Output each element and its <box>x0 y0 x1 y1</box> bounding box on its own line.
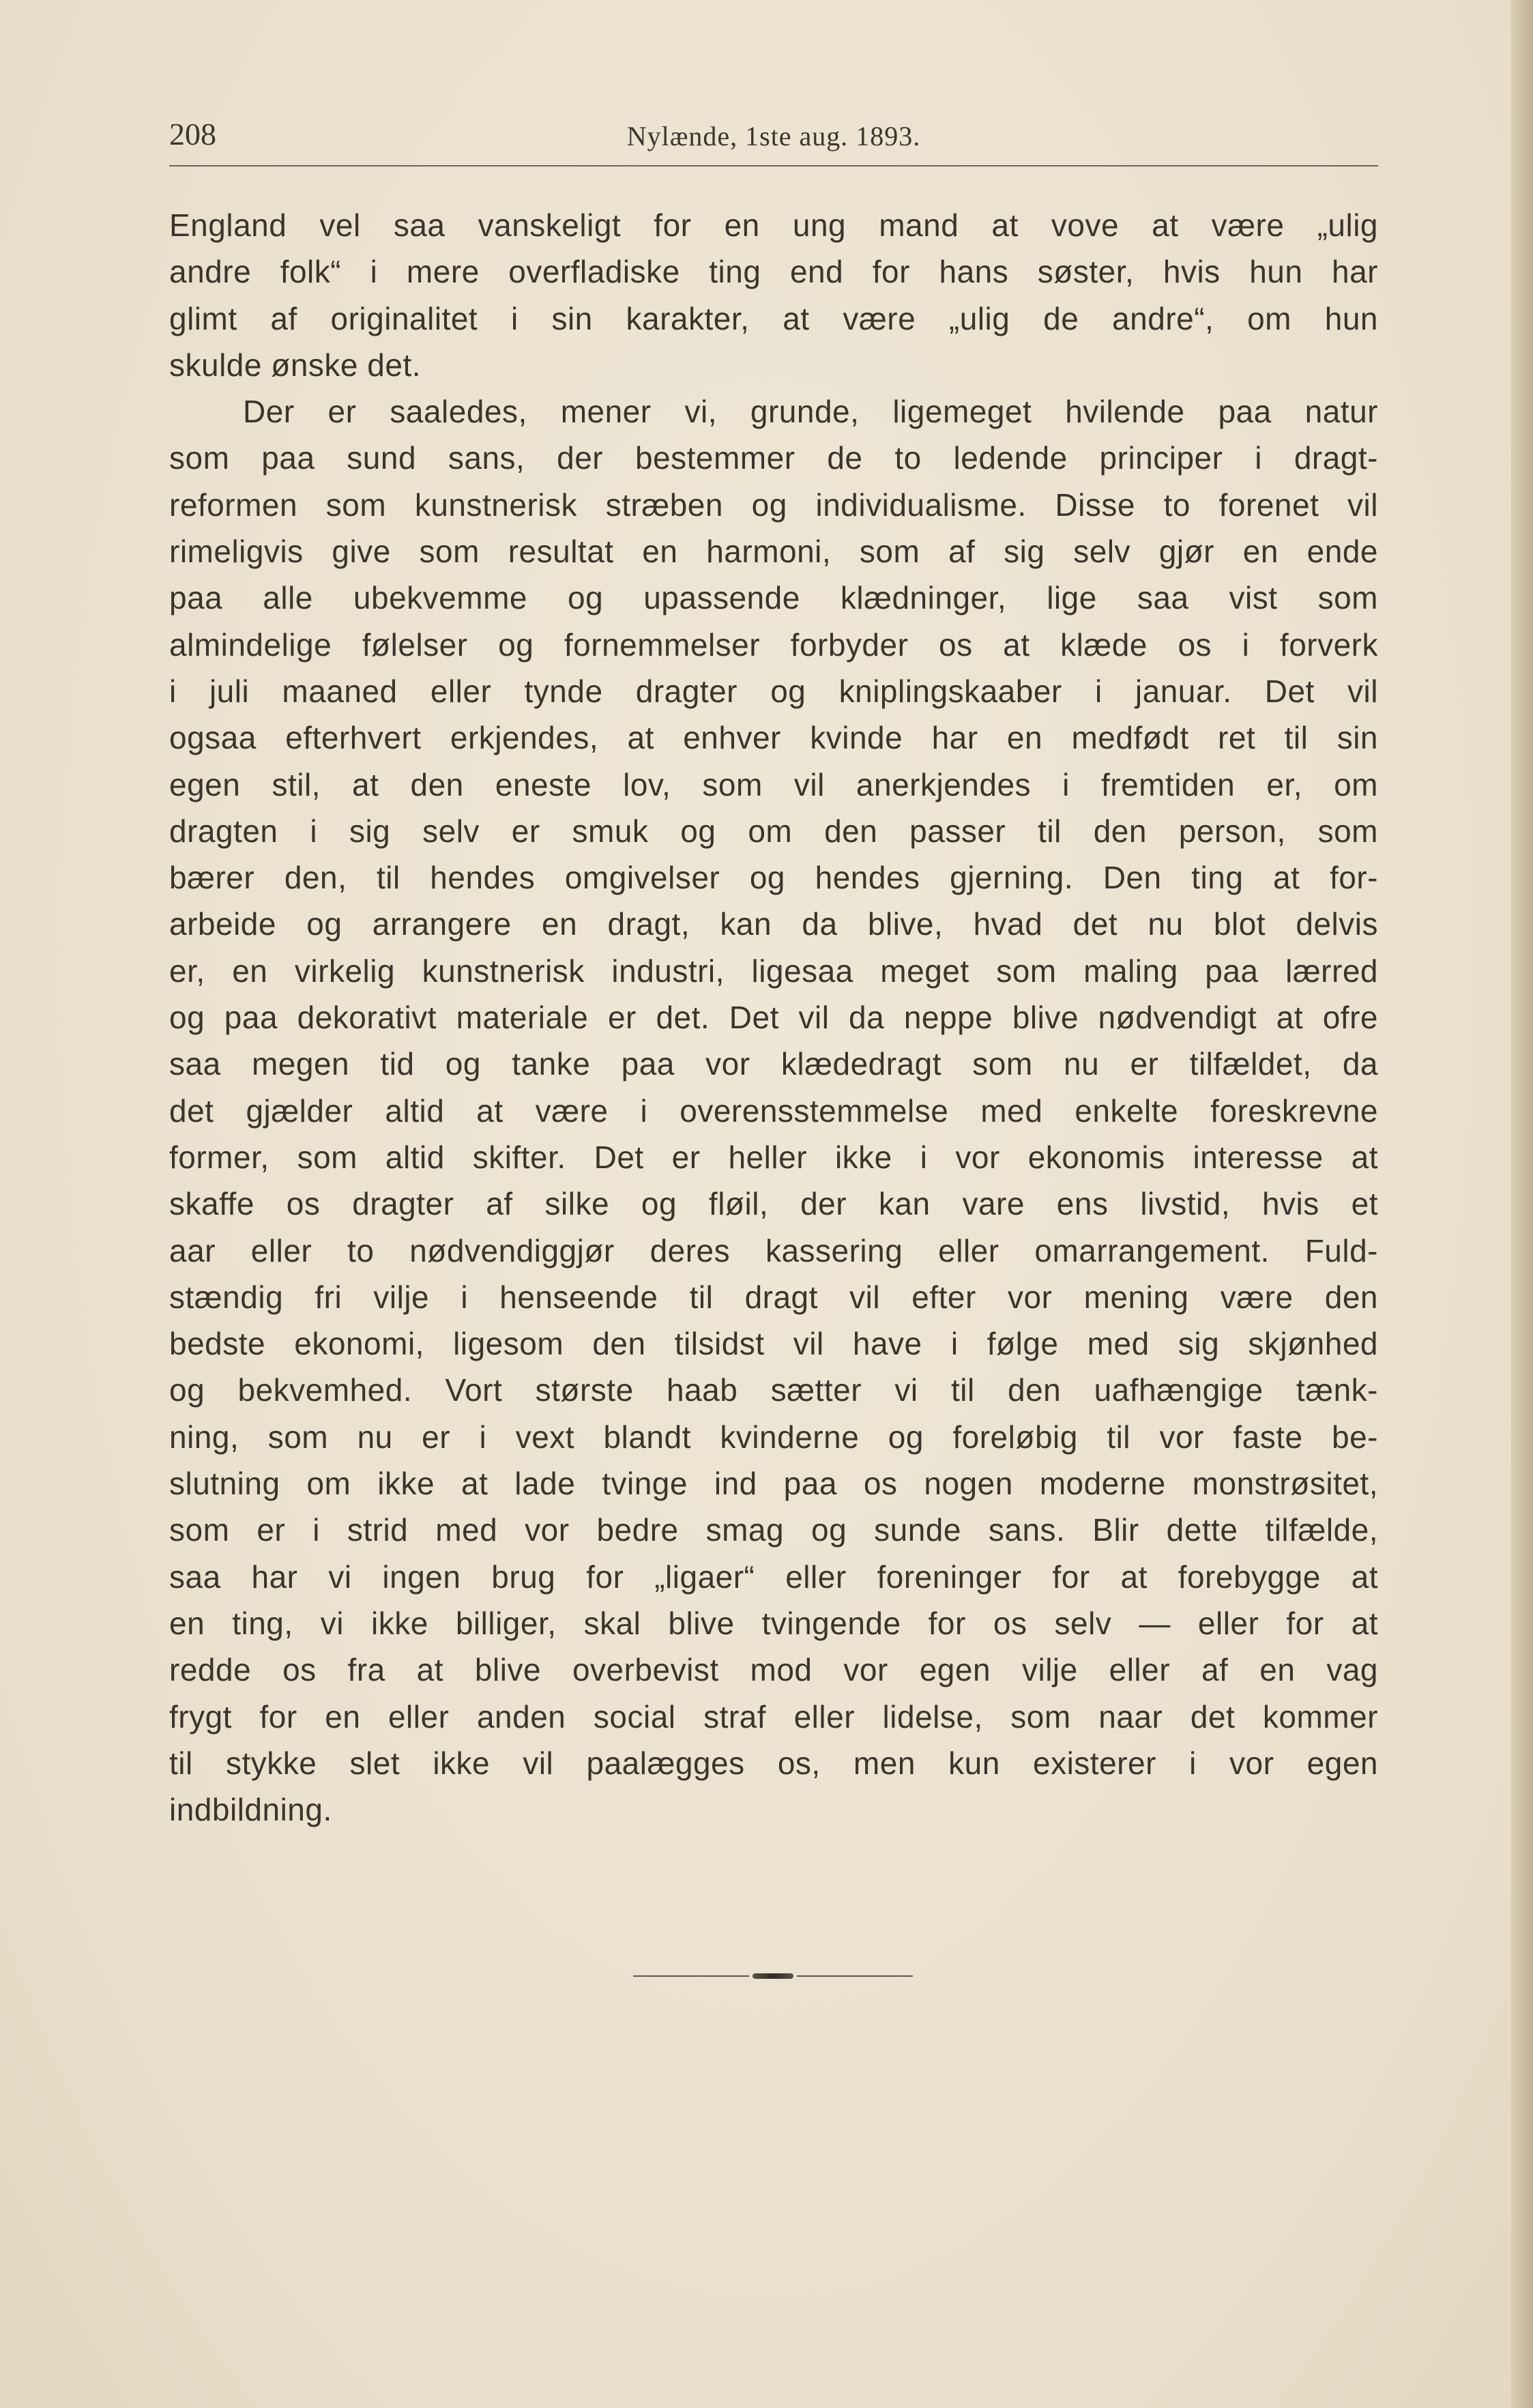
page-header <box>169 116 1378 166</box>
text-line: og paa dekorativt materiale er det. Det vil da neppe blive nødvendigt at ofre <box>169 1000 1378 1036</box>
text-line: bedste ekonomi, ligesom den tilsidst vil have i følge med sig skjønhed <box>169 1326 1378 1362</box>
text-line: skaffe os dragter af silke og fløil, der kan vare ens livstid, hvis et <box>169 1186 1378 1222</box>
text-line: saa har vi ingen brug for „ligaer“ eller foreninger for at forebygge at <box>169 1558 1378 1595</box>
text-line: til stykke slet ikke vil paalægges os, men kun existerer i vor egen <box>169 1745 1378 1781</box>
text-line: det gjælder altid at være i overensstemmelse med enkelte foreskrevne <box>169 1092 1378 1129</box>
text-line: redde os fra at blive overbevist mod vor egen vilje eller af en vag <box>169 1652 1378 1688</box>
text-line: egen stil, at den eneste lov, som vil anerkjendes i fremtiden er, om <box>169 766 1378 802</box>
text-line: arbeide og arrangere en dragt, kan da blive, hvad det nu blot delvis <box>169 906 1378 942</box>
text-line: en ting, vi ikke billiger, skal blive tvingende for os selv — eller for at <box>169 1605 1378 1641</box>
paragraph-end-line: skulde ønske det. <box>169 347 422 383</box>
text-line: andre folk“ i mere overfladiske ting end for hans søster, hvis hun har <box>169 254 1378 290</box>
divider-center-flourish <box>753 1973 793 1979</box>
paragraph-start-line: Der er saaledes, mener vi, grunde, ligemeget hvilende paa natur <box>243 394 1378 430</box>
page-number: 208 <box>169 117 216 151</box>
text-line: England vel saa vanskeligt for en ung mand at vove at være „ulig <box>169 207 1378 243</box>
section-divider-ornament <box>633 1972 913 1980</box>
text-line: som paa sund sans, der bestemmer de to ledende principer i dragt- <box>169 440 1378 476</box>
paragraph-end-line: indbildning. <box>169 1792 332 1828</box>
text-line: former, som altid skifter. Det er heller ikke i vor ekonomis interesse at <box>169 1139 1378 1175</box>
text-line: bærer den, til hendes omgivelser og hendes gjerning. Den ting at for- <box>169 860 1378 896</box>
text-line: dragten i sig selv er smuk og om den passer til den person, som <box>169 813 1378 849</box>
text-line: er, en virkelig kunstnerisk industri, ligesaa meget som maling paa lærred <box>169 953 1378 989</box>
text-line: ogsaa efterhvert erkjendes, at enhver kvinde har en medfødt ret til sin <box>169 720 1378 756</box>
text-line: almindelige følelser og fornemmelser forbyder os at klæde os i forverk <box>169 626 1378 663</box>
text-line: paa alle ubekvemme og upassende klædninger, lige saa vist som <box>169 580 1378 616</box>
text-line: aar eller to nødvendiggjør deres kassering eller omarrangement. Fuld- <box>169 1232 1378 1268</box>
text-line: i juli maaned eller tynde dragter og kniplingskaaber i januar. Det vil <box>169 673 1378 709</box>
text-line: saa megen tid og tanke paa vor klædedragt som nu er tilfældet, da <box>169 1046 1378 1082</box>
text-line: stændig fri vilje i henseende til dragt vil efter vor mening være den <box>169 1279 1378 1315</box>
divider-rule-right <box>797 1975 913 1977</box>
article-body <box>169 202 1378 1833</box>
text-line: slutning om ikke at lade tvinge ind paa os nogen moderne monstrøsitet, <box>169 1466 1378 1502</box>
text-line: reformen som kunstnerisk stræben og individualisme. Disse to forenet vil <box>169 487 1378 523</box>
text-line: rimeligvis give som resultat en harmoni, som af sig selv gjør en ende <box>169 534 1378 570</box>
text-line: frygt for en eller anden social straf eller lidelse, som naar det kommer <box>169 1698 1378 1735</box>
text-line: glimt af originalitet i sin karakter, at være „ulig de andre“, om hun <box>169 300 1378 336</box>
text-line: som er i strid med vor bedre smag og sunde sans. Blir dette tilfælde, <box>169 1512 1378 1548</box>
text-line: ning, som nu er i vext blandt kvinderne og foreløbig til vor faste be- <box>169 1419 1378 1455</box>
running-head: Nylænde, 1ste aug. 1893. <box>626 121 921 151</box>
page-edge-shadow <box>1511 0 1533 2408</box>
divider-rule-left <box>633 1975 749 1977</box>
header-rule <box>169 165 1378 166</box>
text-line: og bekvemhed. Vort største haab sætter vi til den uafhængige tænk- <box>169 1372 1378 1408</box>
